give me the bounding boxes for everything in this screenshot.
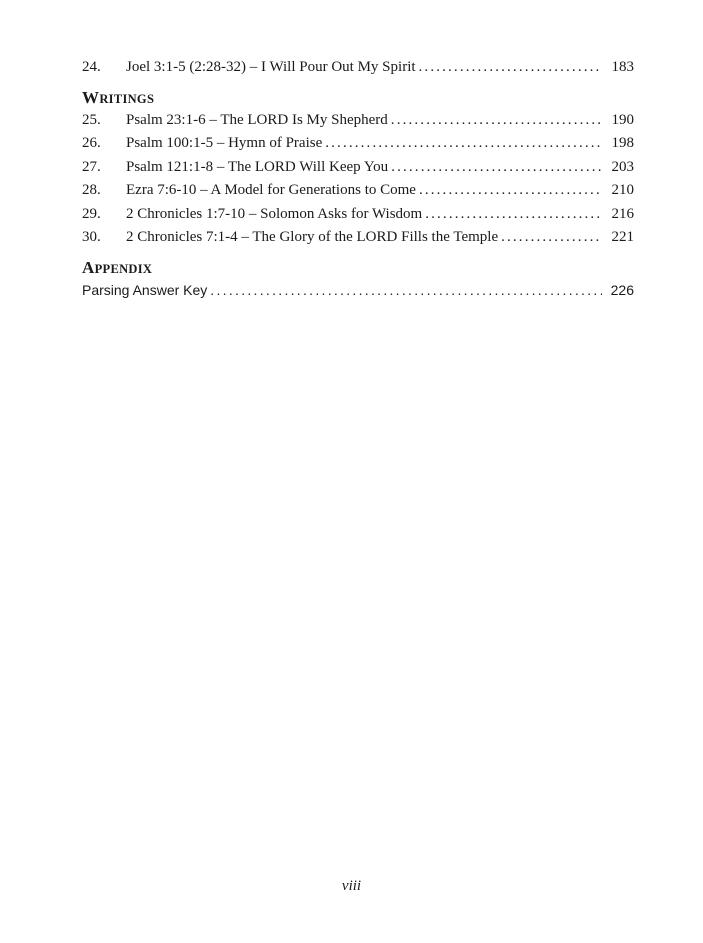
entry-number: 29. [82, 205, 101, 222]
dot-leader [325, 132, 602, 156]
toc-entry-27[interactable] [82, 156, 634, 180]
dot-leader [419, 179, 602, 203]
table-of-contents [82, 56, 634, 302]
section-heading-writings: WRITINGS [82, 87, 155, 107]
entry-page: 190 [611, 111, 634, 128]
entry-page: 221 [611, 229, 634, 245]
toc-entry-28[interactable] [82, 179, 634, 203]
entry-number: 28. [82, 182, 101, 198]
dot-leader [419, 56, 602, 80]
dot-leader [501, 226, 602, 250]
dot-leader [391, 156, 602, 180]
entry-number: 25. [82, 111, 101, 128]
entry-title: Parsing Answer Key [82, 281, 208, 298]
entry-title: Ezra 7:6-10 – A Model for Generations to Come [126, 182, 416, 198]
entry-page: 226 [610, 281, 634, 298]
dot-leader [210, 279, 602, 303]
entry-page: 210 [611, 182, 634, 198]
entry-title: Psalm 23:1-6 – The LORD Is My Shepherd [126, 111, 388, 128]
entry-number: 24. [82, 59, 101, 75]
section-heading-appendix: APPENDIX [82, 257, 153, 277]
entry-title: 2 Chronicles 7:1-4 – The Glory of the LORD Fills the Temple [126, 229, 499, 245]
entry-number: 30. [82, 229, 101, 245]
entry-number: 27. [82, 158, 101, 175]
dot-leader [425, 203, 602, 227]
entry-page: 198 [611, 135, 634, 151]
toc-entry-26[interactable] [82, 132, 634, 156]
entry-page: 183 [611, 59, 634, 75]
page-number-footer: viii [341, 878, 362, 894]
entry-page: 203 [611, 158, 634, 175]
entry-title: 2 Chronicles 1:7-10 – Solomon Asks for Wisdom [126, 205, 423, 222]
entry-title: Psalm 121:1-8 – The LORD Will Keep You [126, 158, 389, 175]
entry-title: Joel 3:1-5 (2:28-32) – I Will Pour Out My Spirit [126, 59, 416, 75]
toc-entry-30[interactable] [82, 226, 634, 250]
entry-title: Psalm 100:1-5 – Hymn of Praise [126, 135, 323, 151]
toc-entry-25[interactable] [82, 109, 634, 133]
dot-leader [391, 109, 602, 133]
toc-entry-29[interactable] [82, 203, 634, 227]
entry-page: 216 [611, 205, 634, 222]
toc-entry-24[interactable] [82, 56, 634, 80]
toc-entry-parsing-answer-key[interactable] [82, 279, 634, 303]
entry-number: 26. [82, 135, 101, 151]
